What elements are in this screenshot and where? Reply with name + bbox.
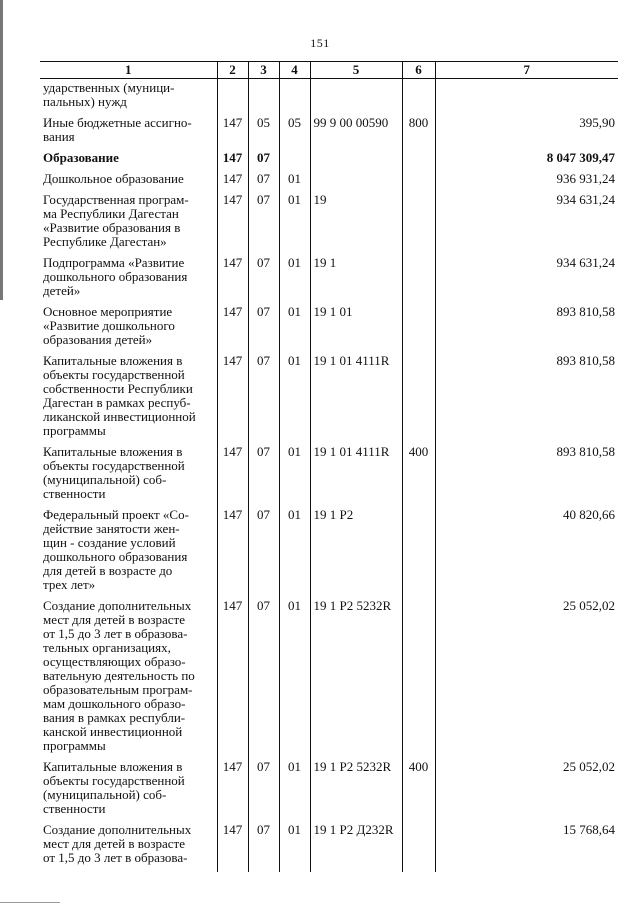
- row-name: Государственная програм- ма Республики Дагестан «Развитие образования в Республике Дагестан»: [43, 192, 189, 249]
- ministry-code: 147: [217, 193, 248, 256]
- table-row: [40, 256, 618, 305]
- expense-type-code: [402, 599, 435, 760]
- ministry-code: 147: [217, 354, 248, 445]
- target-article-code: 19 1 P2 5232R: [310, 760, 402, 823]
- table-row: [40, 172, 618, 193]
- amount: [435, 79, 618, 117]
- row-name: Капитальные вложения в объекты государственной собственности Республики Дагестан в рамках респуб- ликанской инвестиционной программы: [43, 353, 196, 438]
- page-number: 151: [310, 36, 330, 50]
- section-code: 07: [248, 354, 279, 445]
- row-name: Дошкольное образование: [43, 171, 184, 186]
- row-name: ударственных (муници- пальных) нужд: [43, 80, 175, 109]
- row-name: Создание дополнительных мест для детей в возрасте от 1,5 до 3 лет в образова- тельных организациях, осуществляющих образо- вательную деятельность по образовательным програм- мам дошкольного образо- вания в рамках республи- канской инвестиционной программы: [43, 598, 195, 753]
- amount: 8 047 309,47: [435, 151, 618, 172]
- target-article-code: [310, 79, 402, 117]
- subsection-code: 01: [279, 599, 310, 760]
- row-name: Основное мероприятие «Развитие дошкольного образования детей»: [43, 304, 175, 347]
- expense-type-code: [402, 151, 435, 172]
- budget-table: [40, 61, 618, 872]
- target-article-code: 19 1 01 4111R: [310, 445, 402, 508]
- subsection-code: [279, 79, 310, 117]
- column-header: 7: [435, 62, 618, 79]
- row-name: Образование: [43, 150, 119, 165]
- subsection-code: 01: [279, 193, 310, 256]
- section-code: 07: [248, 760, 279, 823]
- table-row: [40, 508, 618, 599]
- expense-type-code: [402, 305, 435, 354]
- ministry-code: 147: [217, 508, 248, 599]
- target-article-code: 19 1 P2 5232R: [310, 599, 402, 760]
- section-code: [248, 79, 279, 117]
- column-header: 3: [248, 62, 279, 79]
- section-code: 07: [248, 823, 279, 872]
- target-article-code: 99 9 00 00590: [310, 116, 402, 151]
- section-code: 07: [248, 599, 279, 760]
- amount: 25 052,02: [435, 760, 618, 823]
- target-article-code: [310, 172, 402, 193]
- column-header: 4: [279, 62, 310, 79]
- section-code: 05: [248, 116, 279, 151]
- subsection-code: [279, 151, 310, 172]
- expense-type-code: [402, 508, 435, 599]
- row-name: Федеральный проект «Со- действие занятости жен- щин - создание условий дошкольного образования для детей в возрасте до трех лет»: [43, 507, 189, 592]
- section-code: 07: [248, 151, 279, 172]
- section-code: 07: [248, 445, 279, 508]
- column-header: 2: [217, 62, 248, 79]
- target-article-code: 19 1 P2: [310, 508, 402, 599]
- subsection-code: 01: [279, 354, 310, 445]
- expense-type-code: 800: [402, 116, 435, 151]
- ministry-code: 147: [217, 256, 248, 305]
- column-header: 5: [310, 62, 402, 79]
- target-article-code: 19 1: [310, 256, 402, 305]
- subsection-code: 01: [279, 256, 310, 305]
- expense-type-code: [402, 172, 435, 193]
- target-article-code: 19 1 01 4111R: [310, 354, 402, 445]
- expense-type-code: 400: [402, 760, 435, 823]
- ministry-code: 147: [217, 445, 248, 508]
- expense-type-code: [402, 79, 435, 117]
- row-name: Создание дополнительных мест для детей в возрасте от 1,5 до 3 лет в образова-: [43, 822, 192, 865]
- amount: 893 810,58: [435, 445, 618, 508]
- target-article-code: 19 1 P2 Д232R: [310, 823, 402, 872]
- subsection-code: 01: [279, 172, 310, 193]
- expense-type-code: [402, 823, 435, 872]
- ministry-code: 147: [217, 760, 248, 823]
- row-name: Подпрограмма «Развитие дошкольного образования детей»: [43, 255, 188, 298]
- subsection-code: 01: [279, 508, 310, 599]
- subsection-code: 01: [279, 823, 310, 872]
- section-code: 07: [248, 508, 279, 599]
- amount: 40 820,66: [435, 508, 618, 599]
- subsection-code: 05: [279, 116, 310, 151]
- row-name: Капитальные вложения в объекты государственной (муниципальной) соб- ственности: [43, 759, 185, 816]
- expense-type-code: [402, 193, 435, 256]
- table-row: [40, 116, 618, 151]
- column-header: 1: [40, 62, 217, 79]
- amount: 15 768,64: [435, 823, 618, 872]
- ministry-code: [217, 79, 248, 117]
- ministry-code: 147: [217, 116, 248, 151]
- expense-type-code: 400: [402, 445, 435, 508]
- expense-type-code: [402, 354, 435, 445]
- amount: 893 810,58: [435, 305, 618, 354]
- subsection-code: 01: [279, 445, 310, 508]
- amount: 395,90: [435, 116, 618, 151]
- subsection-code: 01: [279, 760, 310, 823]
- ministry-code: 147: [217, 823, 248, 872]
- column-header: 6: [402, 62, 435, 79]
- target-article-code: 19: [310, 193, 402, 256]
- row-name: Капитальные вложения в объекты государственной (муниципальной) соб- ственности: [43, 444, 185, 501]
- table-row: [40, 445, 618, 508]
- ministry-code: 147: [217, 305, 248, 354]
- ministry-code: 147: [217, 599, 248, 760]
- amount: 893 810,58: [435, 354, 618, 445]
- section-code: 07: [248, 256, 279, 305]
- table-row: [40, 760, 618, 823]
- table-row: [40, 599, 618, 760]
- table-header-row: [40, 62, 618, 79]
- amount: 936 931,24: [435, 172, 618, 193]
- amount: 934 631,24: [435, 256, 618, 305]
- scan-bottom-mark: [0, 902, 60, 903]
- target-article-code: 19 1 01: [310, 305, 402, 354]
- subsection-code: 01: [279, 305, 310, 354]
- section-code: 07: [248, 193, 279, 256]
- amount: 25 052,02: [435, 599, 618, 760]
- section-code: 07: [248, 172, 279, 193]
- expense-type-code: [402, 256, 435, 305]
- table-row: [40, 354, 618, 445]
- ministry-code: 147: [217, 151, 248, 172]
- table-row: [40, 193, 618, 256]
- ministry-code: 147: [217, 172, 248, 193]
- table-row: [40, 305, 618, 354]
- target-article-code: [310, 151, 402, 172]
- amount: 934 631,24: [435, 193, 618, 256]
- table-row: [40, 79, 618, 117]
- row-name: Иные бюджетные ассигно- вания: [43, 115, 192, 144]
- section-code: 07: [248, 305, 279, 354]
- table-row: [40, 823, 618, 872]
- table-row: [40, 151, 618, 172]
